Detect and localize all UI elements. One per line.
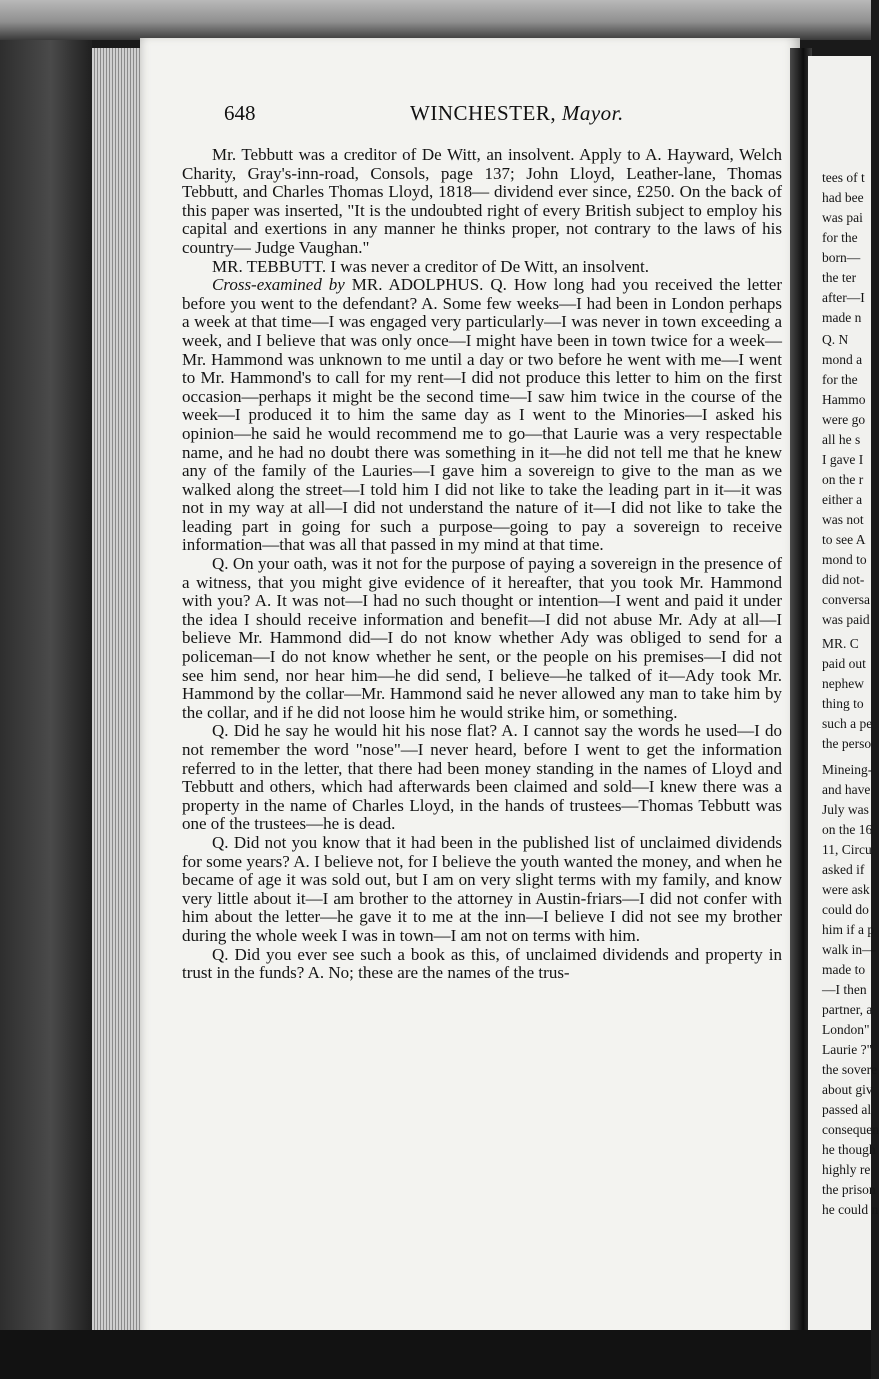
right-page-line: MR. C	[822, 636, 859, 651]
right-page-line: consequen	[822, 1122, 879, 1137]
running-head	[410, 101, 624, 126]
book-spine-edge	[0, 40, 92, 1379]
paragraph-6: Q. Did not you know that it had been in the published list of unclaimed dividends for some years? A. I believe not, for I believe the youth wanted the money, and when he became of age it was sold out, but I am on very slight terms with my family, and know very little about it—I am brother to the attorney in Austin-friars—I did not confer with him about the letter—he gave it to me at the inn—I believe I did not see my brother during the whole week I was in town—I am not on terms with him.	[182, 832, 782, 945]
right-page-line: were go	[822, 412, 866, 427]
right-page-line: to see A	[822, 532, 866, 547]
right-page-line: was pai	[822, 210, 863, 225]
page-number: 648	[224, 101, 256, 125]
right-page-line: was paid	[822, 612, 870, 627]
right-page-line: he could n	[822, 1202, 879, 1217]
right-page-line: walk in—	[822, 942, 876, 957]
speaker-label: MR. TEBBUTT.	[212, 256, 327, 276]
right-page-line: all he s	[822, 432, 861, 447]
right-page-line: on the 16	[822, 822, 873, 837]
right-page-line: had bee	[822, 190, 864, 205]
right-page-line: the prison	[822, 1182, 876, 1197]
right-page-fragment	[808, 56, 879, 1346]
right-page-line: were ask	[822, 882, 870, 897]
right-page-line: for the	[822, 230, 858, 245]
paragraph-7: Q. Did you ever see such a book as this, of unclaimed dividends and property in trust in the funds? A. No; these are the names of the trus-	[182, 944, 782, 983]
paragraph-1: Mr. Tebbutt was a creditor of De Witt, an insolvent. Apply to A. Hayward, Welch Charity, Gray's-inn-road, Consols, page 137; John Lloyd, Leather-lane, Thomas Tebbutt, and Charles Thomas Lloyd, 1818— dividend ever since, £250. On the back of this paper was inserted, "It is the undoubted right of every British subject to employ his capital and exertions in any manner he thinks proper, not contrary to the laws of his country— Judge Vaughan."	[182, 145, 782, 257]
right-page-line: Hammo	[822, 392, 866, 407]
right-page-line: the perso	[822, 736, 872, 751]
paragraph-5: Q. Did he say he would hit his nose flat? A. I cannot say the words he used—I do not remember the word "nose"—I never heard, before I went to get the information referred to in the letter, that there had been money standing in the names of Lloyd and Tebbutt and others, which had afterwards been claimed and sold—I knew there was a property in the name of Charles Lloyd, in the hands of trustees—Thomas Tebbutt was one of the trustees—he is dead.	[182, 721, 782, 834]
right-page-line: born—	[822, 250, 861, 265]
right-page-line: him if a p	[822, 922, 875, 937]
right-page-line: 11, Circu	[822, 842, 872, 857]
right-page-line: I gave I	[822, 452, 864, 467]
right-page-line: either a	[822, 492, 863, 507]
paragraph-2	[182, 258, 782, 277]
right-page-line: on the r	[822, 472, 864, 487]
right-page-line: —I then	[822, 982, 867, 997]
right-page-line: could do	[822, 902, 869, 917]
running-head-name: WINCHESTER,	[410, 101, 557, 125]
right-page-line: paid out	[822, 656, 866, 671]
scan-bottom-border	[0, 1330, 871, 1379]
right-page-line: Q. N	[822, 332, 849, 347]
right-page-line: Laurie ?"	[822, 1042, 873, 1057]
page-body	[182, 146, 782, 983]
right-page-line: made n	[822, 310, 862, 325]
right-page-line: the sovere	[822, 1062, 878, 1077]
paragraph-4: Q. On your oath, was it not for the purpose of paying a sovereign in the presence of a witness, that you might give evidence of it hereafter, that you took Mr. Hammond with you? A. It was not—I had no such thought or intention—I went and paid it under the idea I should receive information and benefit—I did not abuse Mr. Ady at all—I believe Mr. Hammond did—I do not know whether Ady was obliged to send for a policeman—I do not know whether he sent, or the people on his premises—I did not see him send, nor hear him—he did send, I believe—he talked of it—Ady took Mr. Hammond by the collar—Mr. Hammond said he never allowed any man to take him by the collar, and if he did not loose him he would strike him, or something.	[182, 554, 782, 722]
page-stack-edge	[92, 48, 140, 1330]
right-page-line: partner, a	[822, 1002, 873, 1017]
right-page-line: after—I	[822, 290, 865, 305]
right-page-line: he though	[822, 1142, 876, 1157]
right-page-line: the ter	[822, 270, 857, 285]
paragraph-2-text: I was never a creditor of De Witt, an insolvent.	[330, 256, 649, 276]
right-page-line: was not	[822, 512, 864, 527]
paragraph-3	[182, 276, 782, 555]
running-head-role: Mayor.	[561, 101, 624, 125]
right-page-line: tees of t	[822, 170, 865, 185]
right-page-line: did not-	[822, 572, 865, 587]
right-page-line: such a pe	[822, 716, 873, 731]
right-page-line: asked if	[822, 862, 865, 877]
scan-top-border	[0, 0, 871, 40]
right-page-line: mond a	[822, 352, 863, 367]
right-page-line: passed al	[822, 1102, 872, 1117]
right-page-line: July was	[822, 802, 869, 817]
right-page-line: for the	[822, 372, 858, 387]
right-page-line: conversa	[822, 592, 870, 607]
right-page-line: London"	[822, 1022, 870, 1037]
counsel-label: MR. ADOLPHUS.	[351, 275, 484, 295]
cross-exam-label: Cross-examined by	[212, 275, 345, 295]
page-header	[220, 101, 780, 131]
right-page-line: Mineing-	[822, 762, 873, 777]
right-page-line: made to	[822, 962, 866, 977]
right-page-line: about giv	[822, 1082, 873, 1097]
paragraph-3-text: Q. How long had you received the letter before you went to the defendant? A. Some few weeks—I had been in London perhaps a week at that time—I was engaged very particularly—I was never in town exceeding a week, and I believe that was only once—I might have been in town twice for a week—Mr. Hammond was unknown to me until a day or two before he went with me—I went to Mr. Hammond's to call for my rent—I did not produce this letter to him on the first occasion—perhaps it might be the second time—I saw him twice in the course of the week—I produced it to him the same day as I went to the Minories—I asked his opinion—he said he would recommend me to go—that Laurie was a very respectable name, and he had no doubt there was something in it—he did not tell me that he knew any of the family of the Lauries—I gave him a sovereign to give to the man as we walked along the street—I told him I did not like to take the leading part in it—it was not in my way at all—I did not understand the nature of it—I did not like to take the leading part in going for such a purpose—going to pay a sovereign to receive information—that was all that passed in my mind at that time.	[182, 275, 783, 555]
right-page-line: and have	[822, 782, 871, 797]
right-page-line: highly re	[822, 1162, 871, 1177]
right-page-line: thing to	[822, 696, 864, 711]
right-page-line: mond to	[822, 552, 867, 567]
right-page-line: nephew	[822, 676, 864, 691]
